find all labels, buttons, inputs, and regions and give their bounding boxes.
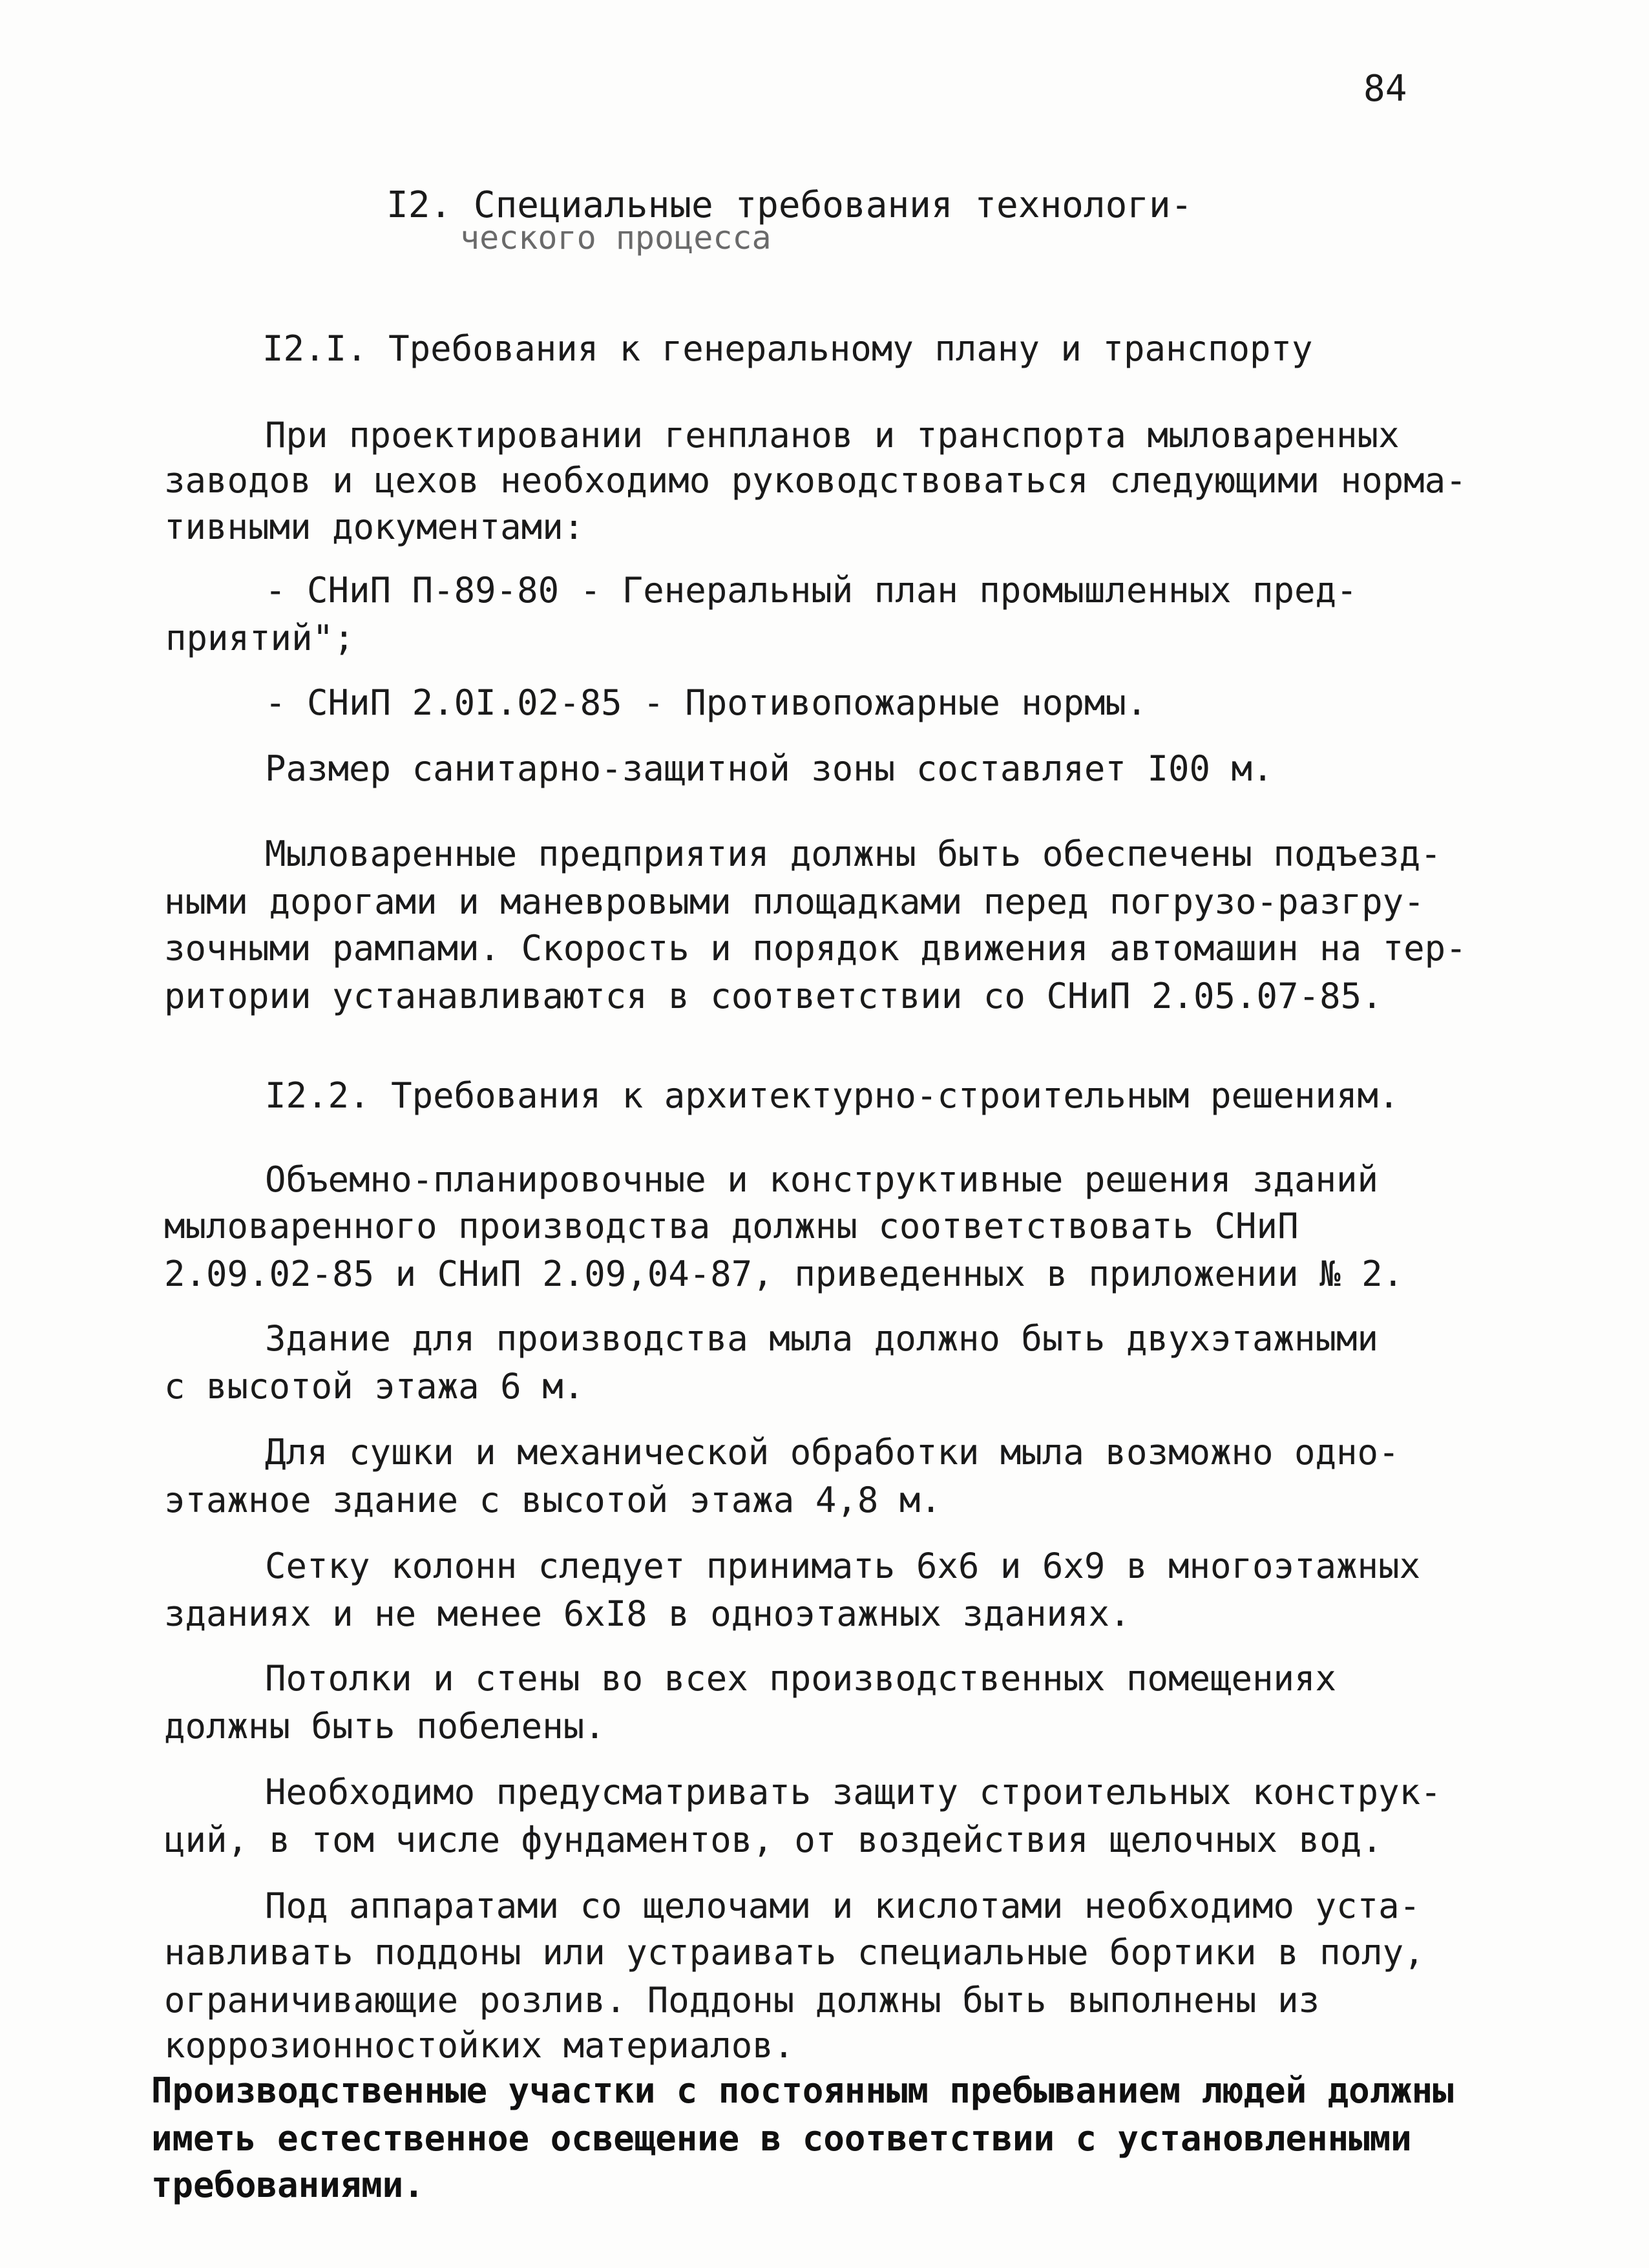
paragraph-line: Под аппаратами со щелочами и кислотами необходимо уста- — [265, 1885, 1421, 1926]
paragraph-line: Объемно-планировочные и конструктивные решения зданий — [265, 1159, 1379, 1200]
paragraph-line: Для сушки и механической обработки мыла возможно одно- — [265, 1432, 1400, 1473]
page-number: 84 — [1363, 68, 1407, 110]
section-title-line-2: ческого процесса — [460, 219, 772, 257]
paragraph-line: Необходимо предусматривать защиту строительных конструк- — [265, 1772, 1442, 1812]
paragraph-line: Сетку колонн следует принимать 6х6 и 6х9 в многоэтажных — [265, 1546, 1421, 1586]
paragraph-line: зочными рампами. Скорость и порядок движения автомашин на тер- — [164, 928, 1467, 969]
paragraph-line: Мыловаренные предприятия должны быть обеспечены подъезд- — [265, 834, 1442, 874]
paragraph-line: Размер санитарно-защитной зоны составляет I00 м. — [265, 748, 1274, 789]
paragraph-line: навливать поддоны или устраивать специальные бортики в полу, — [164, 1932, 1425, 1973]
paragraph-line: иметь естественное освещение в соответствии с установленными — [151, 2118, 1412, 2159]
paragraph-line: должны быть побелены. — [164, 1706, 605, 1747]
section-title-line-1: I2. Специальные требования технологи- — [386, 184, 1193, 226]
paragraph-line: - СНиП 2.0I.02-85 - Противопожарные нормы. — [265, 682, 1148, 723]
paragraph-line: Потолки и стены во всех производственных помещениях — [265, 1658, 1337, 1699]
paragraph-line: - СНиП П-89-80 - Генеральный план промышленных пред- — [265, 570, 1358, 611]
paragraph-line: ограничивающие розлив. Поддоны должны быть выполнены из — [164, 1980, 1320, 2021]
paragraph-line: Производственные участки с постоянным пребыванием людей должны — [151, 2070, 1454, 2111]
paragraph-line: ций, в том числе фундаментов, от воздействия щелочных вод. — [164, 1820, 1383, 1860]
paragraph-line: ритории устанавливаются в соответствии со СНиП 2.05.07-85. — [164, 976, 1383, 1016]
subsection-1-heading: I2.I. Требования к генеральному плану и транспорту — [262, 328, 1313, 369]
paragraph-line: с высотой этажа 6 м. — [164, 1366, 585, 1407]
paragraph-line: 2.09.02-85 и СНиП 2.09,04-87, приведенных в приложении № 2. — [164, 1254, 1404, 1294]
paragraph-line: При проектировании генпланов и транспорта мыловаренных — [265, 415, 1400, 456]
paragraph-line: приятий"; — [165, 618, 355, 658]
paragraph-line: мыловаренного производства должны соответствовать СНиП — [164, 1206, 1299, 1246]
paragraph-line: заводов и цехов необходимо руководствоваться следующими норма- — [164, 460, 1467, 501]
paragraph-line: коррозионностойких материалов. — [164, 2025, 795, 2066]
paragraph-line: этажное здание с высотой этажа 4,8 м. — [164, 1480, 941, 1520]
subsection-2-heading: I2.2. Требования к архитектурно-строительным решениям. — [265, 1075, 1400, 1116]
paragraph-line: требованиями. — [151, 2165, 425, 2205]
paragraph-line: зданиях и не менее 6хI8 в одноэтажных зданиях. — [164, 1593, 1131, 1634]
paragraph-line: ными дорогами и маневровыми площадками перед погрузо-разгру- — [164, 881, 1425, 922]
paragraph-line: Здание для производства мыла должно быть двухэтажными — [265, 1318, 1379, 1359]
paragraph-line: тивными документами: — [164, 507, 585, 547]
